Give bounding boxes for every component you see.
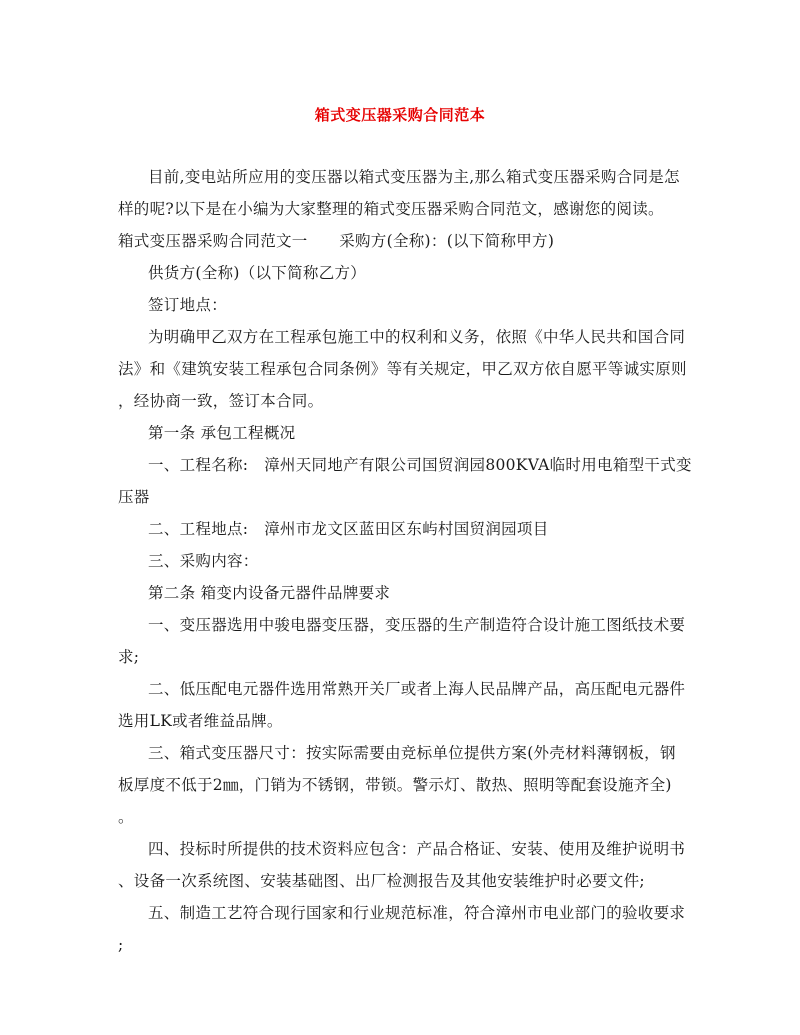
body-line: 求; [118,648,140,666]
body-line: 三、采购内容： [148,552,259,570]
section-heading: 第二条 箱变内设备元器件品牌要求 [148,584,391,602]
body-line: 板厚度不低于2㎜，门销为不锈钢，带锁。警示灯、散热、照明等配套设施齐全) [118,776,672,794]
body-line: 供货方(全称)（以下简称乙方） [148,264,367,282]
body-line: 、设备一次系统图、安装基础图、出厂检测报告及其他安装维护时必要文件; [118,872,645,890]
section-heading: 第一条 承包工程概况 [148,424,296,442]
body-line: 二、工程地点: 漳州市龙文区蓝田区东屿村国贸润园项目 [148,520,549,538]
body-line: 五、制造工艺符合现行国家和行业规范标准，符合漳州市电业部门的验收要求 [148,904,686,922]
body-line: 压器 [118,488,150,506]
body-line: 样的呢?以下是在小编为大家整理的箱式变压器采购合同范文，感谢您的阅读。 [118,200,664,218]
body-line: 箱式变压器采购合同范文一 采购方(全称)：(以下简称甲方) [118,232,555,250]
body-line: 一、变压器选用中骏电器变压器，变压器的生产制造符合设计施工图纸技术要 [148,616,686,634]
document-title: 箱式变压器采购合同范本 [314,106,486,124]
body-line: 一、工程名称: 漳州天同地产有限公司国贸润园800KVA临时用电箱型干式变 [148,456,692,474]
body-line: ; [118,936,124,954]
body-line: 三、箱式变压器尺寸：按实际需要由竞标单位提供方案(外壳材料薄钢板，钢 [148,744,676,762]
body-line: 。 [118,808,134,826]
body-line: ，经协商一致，签订本合同。 [118,392,324,410]
body-line: 二、低压配电元器件选用常熟开关厂或者上海人民品牌产品，高压配电元器件 [148,680,686,698]
body-line: 选用LK或者维益品牌。 [118,712,283,730]
body-line: 目前,变电站所应用的变压器以箱式变压器为主,那么箱式变压器采购合同是怎 [148,168,680,186]
body-line: 法》和《建筑安装工程承包合同条例》等有关规定，甲乙双方依自愿平等诚实原则 [118,360,687,378]
body-line: 为明确甲乙双方在工程承包施工中的权利和义务，依照《中华人民共和国合同 [148,328,686,346]
body-line: 四、投标时所提供的技术资料应包含：产品合格证、安装、使用及维护说明书 [148,840,686,858]
body-line: 签订地点： [148,296,228,314]
